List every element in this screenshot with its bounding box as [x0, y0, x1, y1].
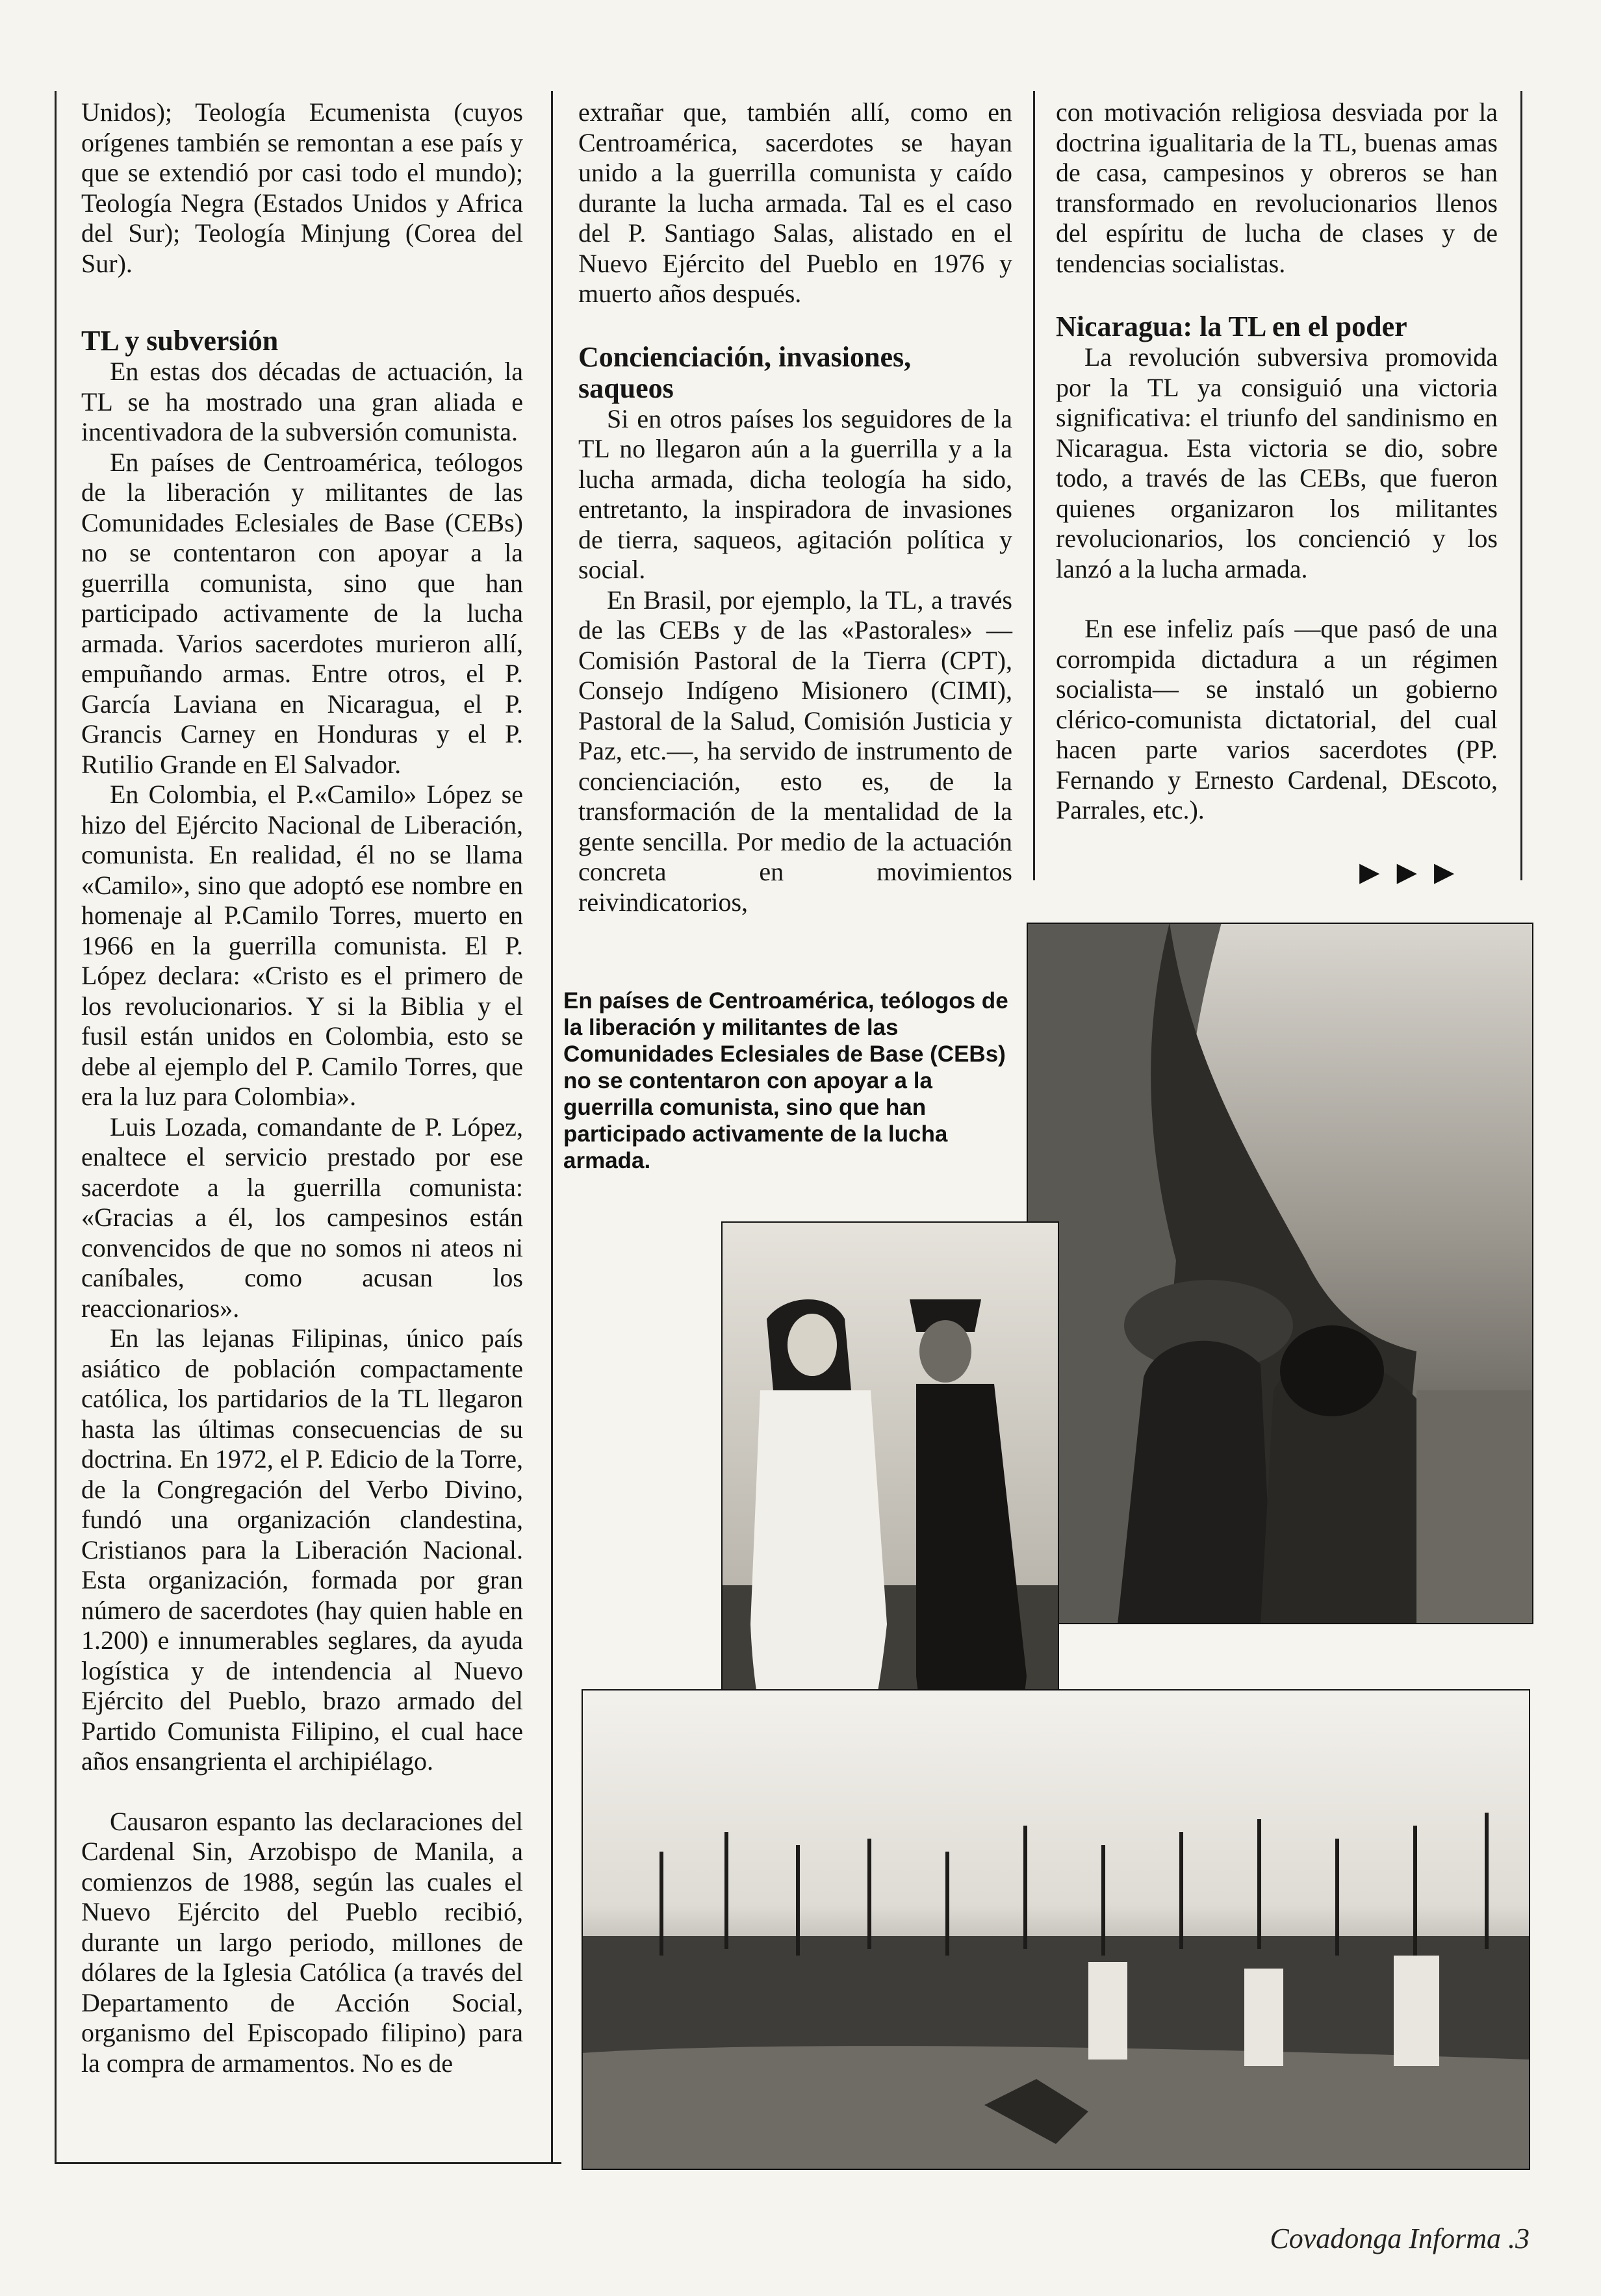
- paragraph: con motivación religiosa desviada por la doctrina igualitaria de la TL, buenas amas de casa, campesinos y obreros se han transformado en revolucionarios llenos del espíritu de lucha de clases y de tendencias socialistas.: [1056, 97, 1498, 278]
- column-rule-mid2: [1033, 91, 1035, 880]
- column-3: [1056, 97, 1498, 826]
- page-footer: Covadonga Informa .3: [1270, 2223, 1530, 2254]
- paragraph: extrañar que, también allí, como en Centroamérica, sacerdotes se hayan unido a la guerrilla comunista y caído durante la lucha armada. Tal es el caso del P. Santiago Salas, alistado en el Nuevo Ejército del Pueblo en 1976 y muerto años después.: [578, 97, 1012, 308]
- paragraph: Causaron espanto las declaraciones del Cardenal Sin, Arzobispo de Manila, a comienzos de 1988, según las cuales el Nuevo Ejército del Pueblo recibió, durante un largo periodo, millones de dólares de la Iglesia Católica (a través del Departamento de Acción Social, organismo del Episcopado filipino) para la compra de armamentos. No es de: [81, 1806, 523, 2078]
- column-rule-mid1: [551, 91, 553, 2163]
- paragraph: En ese infeliz país —que pasó de una corrompida dictadura a un régimen socialista— se instaló un gobierno clérico-comunista dictatorial, del cual hacen parte varios sacerdotes (PP. Fernando y Ernesto Cardenal, DEscoto, Parrales, etc.).: [1056, 614, 1498, 824]
- paragraph: En Brasil, por ejemplo, la TL, a través de las CEBs y de las «Pastorales» —Comisión Pastoral de la Tierra (CPT), Consejo Indígeno Misionero (CIMI), Pastoral de la Salud, Comisión Justicia y Paz, etc.—, ha servido de instrumento de concienciación, esto es, de la transformación de la mentalidad de la gente sencilla. Por medio de la actuación concreta en movimientos reivindicatorios,: [578, 585, 1012, 917]
- photo-guerrilla-group: [582, 1689, 1530, 2170]
- paragraph: En países de Centroamérica, teólogos de la liberación y militantes de las Comunidades Eclesiales de Base (CEBs) no se contentaron con apoyar a la guerrilla comunista, sino que han participado activamente de la lucha armada. Varios sacerdotes murieron allí, empuñando armas. Entre otros, el P. García Laviana en Nicaragua, el P. Grancis Carney en Honduras y el P. Rutilio Grande en El Salvador.: [81, 447, 523, 779]
- photo-group-image: [582, 1689, 1530, 2170]
- column-1: [81, 97, 523, 2078]
- section-heading: Nicaragua: la TL en el poder: [1056, 311, 1407, 342]
- bottom-rule: [55, 2162, 561, 2164]
- continue-arrows: ►►►: [1353, 854, 1465, 891]
- section-heading: TL y subversión: [81, 325, 279, 357]
- paragraph: En estas dos décadas de actuación, la TL se ha mostrado una gran aliada e incentivadora de la subversión comunista.: [81, 357, 523, 446]
- column-2: [578, 97, 1012, 917]
- paragraph: Unidos); Teología Ecumenista (cuyos orígenes también se remontan a ese país y que se extendió por casi todo el mundo); Teología Negra (Estados Unidos y Africa del Sur); Teología Minjung (Corea del Sur).: [81, 97, 523, 278]
- column-rule-right: [1520, 91, 1522, 880]
- column-rule-left: [55, 91, 57, 2163]
- paragraph: En las lejanas Filipinas, único país asiático de población compactamente católica, los partidarios de la TL llegaron hasta las últimas consecuencias de su doctrina. En 1972, el P. Edicio de la Torre, de la Congregación del Verbo Divino, fundó una organización clandestina, Cristianos para la Liberación Nacional. Esta organización, formada por gran número de sacerdotes (hay quien hable en 1.200) e innumerables seglares, da ayuda logística y de intendencia al Nuevo Ejército del Pueblo, brazo armado del Partido Comunista Filipino, el cual hace años ensangrienta el archipiélago.: [81, 1323, 523, 1776]
- paragraph: Si en otros países los seguidores de la TL no llegaron aún a la guerrilla y a la lucha armada, dicha teología ha sido, entretanto, la inspiradora de invasiones de tierra, saqueos, agitación política y social.: [578, 403, 1012, 584]
- paragraph: En Colombia, el P.«Camilo» López se hizo del Ejército Nacional de Liberación, comunista. En realidad, él no se llama «Camilo», sino que adoptó ese nombre en homenaje al P.Camilo Torres, muerto en 1966 en la guerrilla comunista. El P. López declara: «Cristo es el primero de los revolucionarios. Y si la Biblia y el fusil están unidos en Colombia, esto se debe al ejemplo del P. Camilo Torres, que era la luz para Colombia».: [81, 780, 523, 1111]
- photo-fighters-image: [1027, 923, 1533, 1624]
- paragraph: Luis Lozada, comandante de P. López, enaltece el servicio prestado por ese sacerdote a la guerrilla comunista: «Gracias a él, los campesinos están convencidos de que no somos ni ateos ni caníbales, como acusan los reaccionarios».: [81, 1112, 523, 1323]
- section-heading: Concienciación, invasiones, saqueos: [578, 340, 912, 404]
- photo-fighters: [1027, 923, 1533, 1624]
- photo-caption: En países de Centroamérica, teólogos de la liberación y militantes de las Comunidades Eclesiales de Base (CEBs) no se contentaron con apoyar a la guerrilla comunista, sino que han participado activamente de la lucha armada.: [563, 988, 1008, 1173]
- paragraph: La revolución subversiva promovida por la TL ya consiguió una victoria significativa: el triunfo del sandinismo en Nicaragua. Esta victoria se dio, sobre todo, a través de las CEBs, que fueron quienes organizaron los militantes revolucionarios, los concienció y los lanzó a la lucha armada.: [1056, 342, 1498, 583]
